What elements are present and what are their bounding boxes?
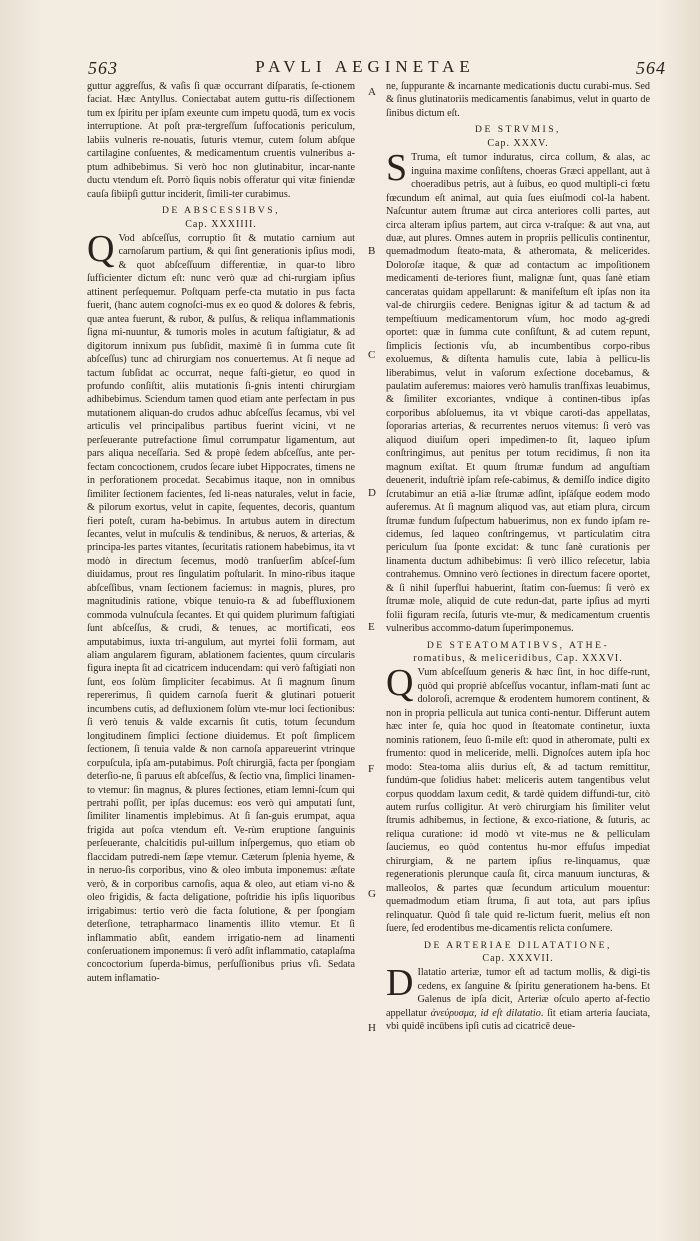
drop-cap-s: S [386, 147, 408, 190]
margin-letter-b: B [368, 245, 376, 257]
running-title: PAVLI AEGINETAE [255, 57, 475, 76]
page-number-right: 564 [636, 58, 666, 78]
margin-letter-a: A [368, 86, 376, 98]
paragraph-abscessus-text: Vod abſceſſus, corruptio ſit & mutatio carnium aut carnoſarum partium, & qui ſint generationis ipſius modi, & quot abſceſſuum differentiæ, in quar-to libro ſufficienter dictum eſt: nunc verò quæ ad chi-rurgiam ipſius attinent perſequemur. Poſtquam perfe-cta mutatio in pus facta fuerit, (hanc autem cognoſci-mus ex eo quod & dolores & febris, quæ antea fuerunt, & rubor, & pulſus, & reliqua inflammationis ſigna mi-nuuntur, & tumoris moles in acutum faſtigiatur, & ad digitorum innixum pus ſubſidit, maximè ſi in ſumma cute ſit abſceſſus) tunc ad chirurgiam nos conuertemus. At ſi neque ad tactum ſubſidat ac occurrat, neque faſti-gietur, eo quod in profundo conſiſtit, aliis mutationis ſi-gnis intenti chirurgiam adhibebimus. Sciendum tamen quod etiam ante perfectam in pus mutationem aliquan-do crudos adhuc abſceſſus ſecamus, vbi vel articulis vel principalibus partibus fuerint vicini, vt ne perſeuerante putrefactione ſimul corrumpatur ligamentum, aut pars aliqua neceſſaria. Sed & propè ſedem abſceſſus, ante per-fectam concoctionem, crudos ſecare iubet Hippocrates, timens ne in perforationem procedat. Secabimus itaque, non in omnibus ſimiliter ſectionem facientes, ſed li-neas naturales, velut in facie, & pilorum exortus, velut in capite, ſequentes, decoris, quantum fieri poteſt, curam ha-bebimus. In artubus autem in directum ſecantes, velut in muſculis & tendinibus, & neruos, & arterias, & principa-les partes vitantes, ſecuritatis rationem habebimus, ita vt modò in directum ſecemus, modò tranſuerſim abſceſ-ſum diuidamus, prout res ſingulatim poſtularit. In mino-ribus itaque abſceſſibus, vnam ſectionem faciemus: in magnis, plures, pro magnitudinis ratione, vbique tenuio-ra & ad ſubeffluxionem commoda vulnuſcula ſecantes. Et qui quidem plurimum faſtigiati ſunt abſceſſus, & crudi, & tenues, ac mortificati, eos amputabimus, iuxta tri-angulum, aut myrtei folii formam, aut aliam angularem figuram, ablationem facientes, quum circularis figura inepta ſit ad cicatricem inducendam: qui verò faſtigiati non ſunt, eos ſolùm ſimpliciter ſecabimus. At ſi magnum ſinum repererimus, ſi quidem carnoſa fuerit & glutinari potuerit incumbens cutis, ad defluxionem ſolùm vte-mur loci ſectionibus: ſi verò tenuis & valde excarnis ſit cutis, totum ſecundum longitudinem ſimplici ſectione diuidemus. Et poſt ſimplicem ſectionem, ſi tenuia valde & non carnoſa appareuerint vtrinque corpuſcula, ipſa am-putabimus. Poſt chirurgiã, facta per ſpongiam deterſio-ne, ſi paruus eſt abſceſſus, & ſectio vna, ſimplici linamen-to vtemur: ſin magnus, & plures ſectiones, etiam lemni-ſcum qui pertrahi poſſit, per ipſas ducemus: eos verò qui amputati ſunt, ſimiliter linamentis implebimus. At ſi ſan-guis erumpat, aqua frigida aut poſca vtendum eſt. Ve-rùm eruptione ſanguinis perſeuerante, chalcitidis pul-uillum inſpergemus, quo etiam ob flaccidam putredi-nem ſæpe vtemur. Cæterum ſplenia hyeme, & in neruo-ſis corporibus, vino & oleo imbuta imponemus: æſtate verò, & in corporibus carnoſis, aqua & oleo, aut etiam vi-no & oleo frigidis, & facta deligatione, poſtridie his ipſis liquoribus irrigabimus: tertio verò die facta ſolutione, & per ſpongiam deterſione, tetrapharmaco linamentis illito vtemur. Et ſi inflammatio abſit, eandem irrigatio-nem ad linamenti conſeruationem imponemus: ſi verò adſit inflammatio, cataplaſma concoctorium ſuperda-bimus, perſuſſionibus prius vſi. Sedata autem inflamatio- [87, 232, 355, 984]
paragraph-arteria-text-b: . ſit etiam arteria ſauciata, vbi quidē incūbens ipſi cutis ad cicatricē deue- [386, 1007, 650, 1033]
paragraph-arteria-text-a: Ilatatio arteriæ, tumor eſt ad tactum mollis, & digi-tis cedens, ex ſanguine & ſpiritu generationem ha-bens. Et Galenus de ipſa dicit, Arteriæ oſculo aperto af-fectio appellatur [386, 967, 650, 1019]
margin-letter-f: F [368, 763, 375, 775]
margin-letter-h: H [368, 1022, 376, 1034]
paragraph-strumae [386, 147, 650, 635]
margin-letter-d: D [368, 487, 376, 499]
paragraph-guttur: guttur aggreſſus, & vaſis ſi quæ occurrant diſparatis, ſe-ctionem faciat. Hæc Antyllus. Coniectabat autem guttu-ris diſſectionem tum ex ſpiritu per ipſam exeunte cum impetu quodã, tum ex vocis interruptione. At poſt præ-tergreſſum ſuffocationis periculum, labiis vulneris re-nouatis, ſuturis vtemur, cutem ſolum abſque cartilagine conſuentes, & medicamentum cruentis vulneribus a-ptum adhibebimus. Si verò hoc non glutinabitur, incar-nante ductu vtendum eſt. Porrò ſiquis nobis offeratur qui vitæ finiendæ cauſa ſibiipſi guttur inciderit, ſimili-ter curabimus. [87, 81, 355, 200]
greek-term: ἀνεύρυσμα, id eſt dilatatio [430, 1007, 541, 1019]
paragraph-steatomata [386, 662, 650, 935]
left-column [87, 80, 355, 1190]
chapter-number-36: romatibus, & meliceridibus, Cap. XXXVI. [413, 653, 623, 665]
chapter-number-35: Cap. XXXV. [487, 137, 549, 149]
margin-letter-e: E [368, 621, 375, 633]
section-heading-abscessus: DE ABSCESSIBVS, [161, 205, 280, 217]
margin-letter-g: G [368, 888, 376, 900]
paragraph-sinus: ne, ſuppurante & incarnante medicationis ductu curabi-mus. Sed & ſinus glutinatoriis medicamentis ſanabimus, velut in quarto de ſinibus dictum eſt. [386, 81, 650, 119]
paragraph-arteria [386, 962, 650, 1033]
section-heading-strumae: DE STRVMIS, [475, 124, 561, 136]
drop-cap-q2: Q [386, 662, 414, 705]
chapter-number-34: Cap. XXXIIII. [185, 218, 257, 230]
right-column [386, 80, 650, 1190]
drop-cap-d: D [386, 962, 414, 1005]
section-heading-arteria: DE ARTERIAE DILATATIONE, [424, 939, 612, 951]
section-heading-steatomata: DE STEATOMATIBVS, ATHE- [426, 639, 610, 651]
paragraph-abscessus [87, 227, 355, 985]
page-number-left: 563 [88, 58, 118, 78]
chapter-number-37: Cap. XXXVII. [482, 953, 554, 964]
paragraph-strumae-text: Truma, eſt tumor induratus, circa collum, & alas, ac inguina maxime conſiſtens, choeras Græci appellant, aut à choeradibus petris, aut à ſuibus, eo quod multipli-ci fœtu fœcundum eſt animal, aut quia ſues eiuſmodi col-la habent. Naſcuntur autem ſtrumæ aut circa anteriores colli partes, aut circa alteram ipſius partem, aut circa v-traſque: & aut vna, aut duæ, aut plures. Omnes autem in propriis pelliculis continentur, quemadmodum ſteato-mata, & atheromata, & melicerides. Doloroſæ itaque, & quæ ad contactum ac impoſitionem medicamenti de-teriores fiunt, malignæ ſunt, quas ſanè etiam canceratas quidam appellarunt: & manifeſtum eſt ipſas non ita val-de chirurgiis cedere. Benignas igitur & ad tactum & ad tempeſtiuum medicamentorum vſum, hoc modo ag-gredi oportet: quæ in ſumma cute conſiſtunt, & ad cutem repunt, ſimplicis ſectionis vſu, ab incumbentibus corpo-ribus exoluemus, & diſtenta hamulis cute, labia à pellicu-lis liberabimus, velut in vaſorum exſectione docebamus, & paulatim auferemus: maiores verò hamulis tranſfixas leuabimus, & ſimiliter excoriantes, vndique à continen-tibus ipſas corporibus abſoluemus, ita vt vbique caroti-das appellatas, ſoporarias arterias, & recurrentes neruos vitemus: ſi verò vas aliquod diuiſum operi impedimen-to ſit, laqueo ipſum conſtringimus, aut penitus per totum recidimus, ſi non ita magnum exiſtat. Et quum ſtrumæ fundum ad anguſtiam deuenerit, induſtriè ipſam reſe-cabimus, & demiſſo indice digito ſcrutabimur an etiã a-liæ ſtrumæ adſint, ipſáſque eodem modo auferemus. At ſi magnum aliquod vas, aut etiam plura, circum ſtrumæ fundum ſuſpectum habuerimus, non ex fundo ipſam re-cidemus, ſed laqueo conſtringemus, vt particulatim citra periculum ſua ſponte excidat: & tunc ſanè curationis per linamenta ductum adhibebimus: ſi verò illico reſecetur, labia contrahemus. Omnino verò ſectiones in directum facere oportet, & ſi nihil ſuperflui habuerint, ſtatim con-ſuemus: ſi verò ex ſtrumæ mole, aliquid de cute redun-dat, parte ipſius ad myrti folii figuram reciſa, ſuturis vte-mur, & medicamentum cruentis vulneribus accommo-datum ſuperimponemus. [386, 152, 650, 635]
margin-letter-c: C [368, 349, 376, 361]
drop-cap-q: Q [87, 227, 115, 270]
paragraph-steatomata-text: Vum abſceſſuum generis & hæc ſint, in hoc diffe-runt, quòd qui propriè abſceſſus vocantur, inflam-mati ſunt ac doloroſi, acremque & erodentem humorem continent, & non in propria pellicula aut tunica conti-nentur. Differunt autem hæc inter ſe, quia hoc quod in ſteatomate continetur, iuxta nominis rationem, ſeuo ſi-mile eſt: quod in atheromate, pulti ex frumento: quod in meliceride, melli. Dignoſces autem ipſa hoc modo: Stea-toma aliis durius eſt, & ad tactum remittitur, fundúm-que ſolidius habet: meliceris autem tangentibus velut corpus quoddam laxum cedit, & tardè quidem diffundi-tur, citò autem rurſus colligitur. At verò chirurgiam his ſimiliter velut ſtrumis adhibemus, in ſectione, & exco-riatione, & ſuturis, ac reliqua curatione: id modò vt vite-mus ne & pelliculam ſauciemus, eo quòd contentus hu-mor effuſus impediat chirurgiam, & ne partem ipſius re-linquamus, quæ regenerationis plerunque cauſa ſit, circa manuum iuncturas, & malleolos, & partes quæ ſecundum articulum mouentur: quemadmodum etiam ſtruma, ſi aut tota, aut pars ipſius relinquatur. Quòd ſi tale quid re-lictum fuerit, melius eſt non ſuere, ſed erodentibus me-dicamentis relicta conſumere. [386, 667, 650, 935]
